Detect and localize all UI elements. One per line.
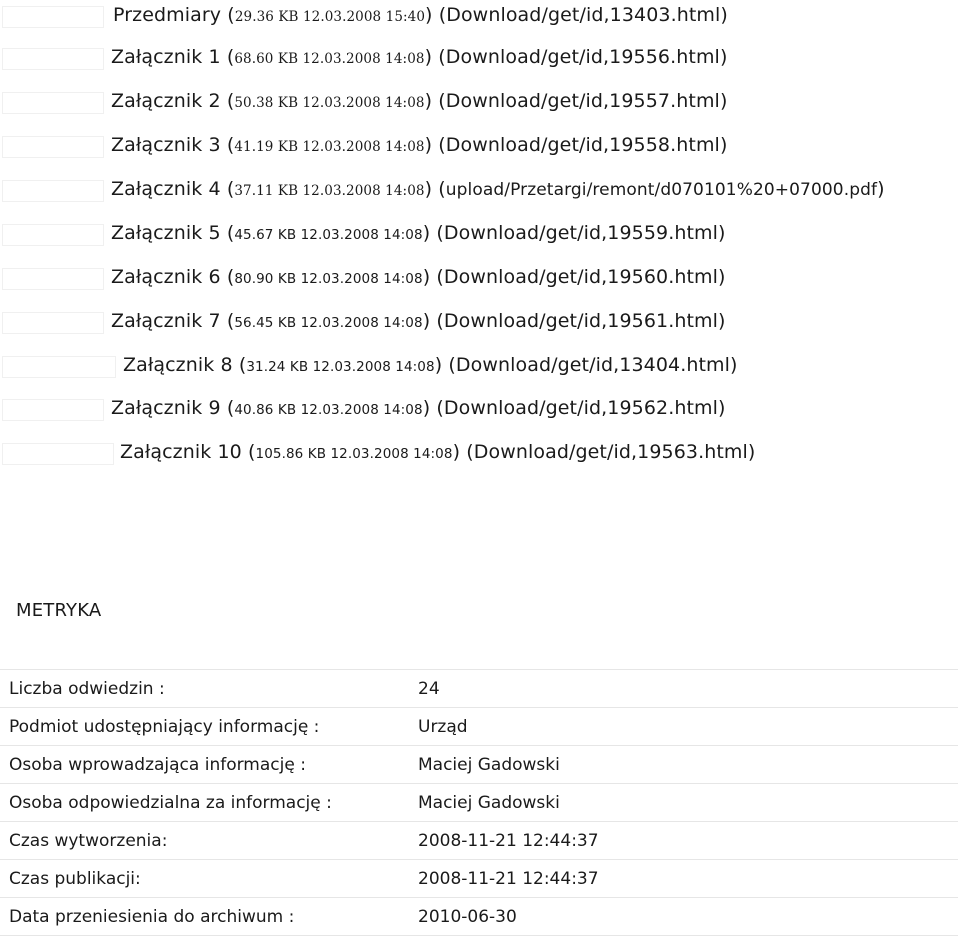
attachment-row (0, 130, 960, 174)
attachment-thumbnail (2, 48, 104, 70)
attachment-link[interactable]: Download/get/id,19562.html (443, 397, 719, 419)
attachment-entry[interactable]: Załącznik 5 (45.67 KB 12.03.2008 14:08) (Download/get/id,19559.html) (111, 222, 726, 244)
attachment-link[interactable]: Download/get/id,19556.html (445, 46, 720, 68)
attachment-row (0, 262, 960, 306)
attachment-meta: 31.24 KB 12.03.2008 14:08 (246, 359, 435, 375)
attachment-thumbnail (2, 312, 104, 334)
attachment-meta: 41.19 KB 12.03.2008 14:08 (234, 139, 425, 155)
attachment-row (0, 306, 960, 350)
attachment-link[interactable]: Download/get/id,19557.html (445, 90, 720, 112)
metryka-value: Maciej Gadowski (418, 755, 560, 775)
attachment-row (0, 42, 960, 86)
attachment-row (0, 0, 960, 44)
attachment-link[interactable]: Download/get/id,19560.html (443, 266, 719, 288)
metryka-value: Maciej Gadowski (418, 793, 560, 813)
metryka-row (0, 898, 958, 936)
attachment-meta: 45.67 KB 12.03.2008 14:08 (234, 227, 423, 243)
attachment-entry[interactable]: Załącznik 6 (80.90 KB 12.03.2008 14:08) (Download/get/id,19560.html) (111, 266, 726, 288)
attachment-link[interactable]: Download/get/id,19558.html (445, 134, 720, 156)
attachment-name: Załącznik 4 (111, 178, 221, 200)
metryka-table (0, 669, 958, 936)
attachment-meta: 56.45 KB 12.03.2008 14:08 (234, 315, 423, 331)
attachment-name: Załącznik 6 (111, 266, 221, 288)
metryka-value: 2008-11-21 12:44:37 (418, 831, 599, 851)
attachment-name: Załącznik 2 (111, 90, 221, 112)
attachment-thumbnail (2, 6, 104, 28)
attachment-row (0, 393, 960, 437)
attachment-entry[interactable]: Załącznik 4 (37.11 KB 12.03.2008 14:08) (upload/Przetargi/remont/d070101%20+07000.pdf) (111, 178, 885, 200)
metryka-row (0, 669, 958, 708)
attachment-thumbnail (2, 356, 116, 378)
attachment-row (0, 174, 960, 218)
metryka-row (0, 822, 958, 860)
attachment-thumbnail (2, 443, 114, 465)
attachment-meta: 29.36 KB 12.03.2008 15:40 (234, 9, 426, 25)
attachment-row (0, 437, 960, 481)
attachment-name: Załącznik 10 (120, 441, 242, 463)
attachment-entry[interactable]: Załącznik 9 (40.86 KB 12.03.2008 14:08) (Download/get/id,19562.html) (111, 397, 726, 419)
metryka-label: Czas publikacji: (9, 869, 141, 889)
attachment-entry[interactable]: Załącznik 1 (68.60 KB 12.03.2008 14:08) (Download/get/id,19556.html) (111, 46, 728, 68)
attachment-thumbnail (2, 224, 104, 246)
metryka-value: 2008-11-21 12:44:37 (418, 869, 599, 889)
attachment-entry[interactable]: Załącznik 3 (41.19 KB 12.03.2008 14:08) (Download/get/id,19558.html) (111, 134, 728, 156)
attachment-thumbnail (2, 399, 104, 421)
attachment-link[interactable]: Download/get/id,19563.html (473, 441, 748, 463)
attachment-name: Załącznik 1 (111, 46, 221, 68)
attachment-row (0, 350, 960, 394)
attachment-link[interactable]: Download/get/id,19559.html (443, 222, 719, 244)
metryka-label: Liczba odwiedzin : (9, 679, 165, 699)
metryka-label: Podmiot udostępniający informację : (9, 717, 320, 737)
metryka-row (0, 860, 958, 898)
attachment-link[interactable]: upload/Przetargi/remont/d070101%20+07000.pdf (445, 180, 878, 200)
metryka-row (0, 784, 958, 822)
attachment-thumbnail (2, 268, 104, 290)
attachment-meta: 80.90 KB 12.03.2008 14:08 (234, 271, 423, 287)
attachment-thumbnail (2, 136, 104, 158)
attachment-name: Załącznik 3 (111, 134, 221, 156)
metryka-label: Osoba odpowiedzialna za informację : (9, 793, 332, 813)
attachment-name: Załącznik 5 (111, 222, 221, 244)
metryka-row (0, 708, 958, 746)
attachment-thumbnail (2, 92, 104, 114)
attachment-name: Przedmiary (113, 4, 222, 26)
attachment-entry[interactable]: Załącznik 8 (31.24 KB 12.03.2008 14:08) (Download/get/id,13404.html) (123, 354, 738, 376)
attachment-name: Załącznik 8 (123, 354, 233, 376)
metryka-label: Osoba wprowadzająca informację : (9, 755, 306, 775)
attachment-thumbnail (2, 180, 104, 202)
attachment-meta: 68.60 KB 12.03.2008 14:08 (234, 51, 425, 67)
attachment-row (0, 86, 960, 130)
attachment-meta: 40.86 KB 12.03.2008 14:08 (234, 402, 423, 418)
metryka-value: 24 (418, 679, 440, 699)
attachment-entry[interactable]: Załącznik 2 (50.38 KB 12.03.2008 14:08) (Download/get/id,19557.html) (111, 90, 728, 112)
attachment-link[interactable]: Download/get/id,13404.html (455, 354, 731, 376)
metryka-label: Czas wytworzenia: (9, 831, 168, 851)
attachment-name: Załącznik 9 (111, 397, 221, 419)
attachment-name: Załącznik 7 (111, 310, 221, 332)
attachment-entry[interactable]: Załącznik 10 (105.86 KB 12.03.2008 14:08) (Download/get/id,19563.html) (120, 441, 756, 463)
metryka-row (0, 746, 958, 784)
metryka-label: Data przeniesienia do archiwum : (9, 907, 295, 927)
attachment-entry[interactable]: Załącznik 7 (56.45 KB 12.03.2008 14:08) (Download/get/id,19561.html) (111, 310, 726, 332)
attachment-meta: 37.11 KB 12.03.2008 14:08 (234, 183, 425, 199)
metryka-value: 2010-06-30 (418, 907, 517, 927)
metryka-heading: METRYKA (16, 600, 102, 621)
attachment-meta: 50.38 KB 12.03.2008 14:08 (234, 95, 425, 111)
attachment-meta: 105.86 KB 12.03.2008 14:08 (255, 446, 453, 462)
attachment-link[interactable]: Download/get/id,19561.html (443, 310, 719, 332)
attachment-entry[interactable]: Przedmiary (29.36 KB 12.03.2008 15:40) (Download/get/id,13403.html) (113, 4, 728, 26)
attachment-row (0, 218, 960, 262)
metryka-value: Urząd (418, 717, 468, 737)
attachment-link[interactable]: Download/get/id,13403.html (446, 4, 721, 26)
